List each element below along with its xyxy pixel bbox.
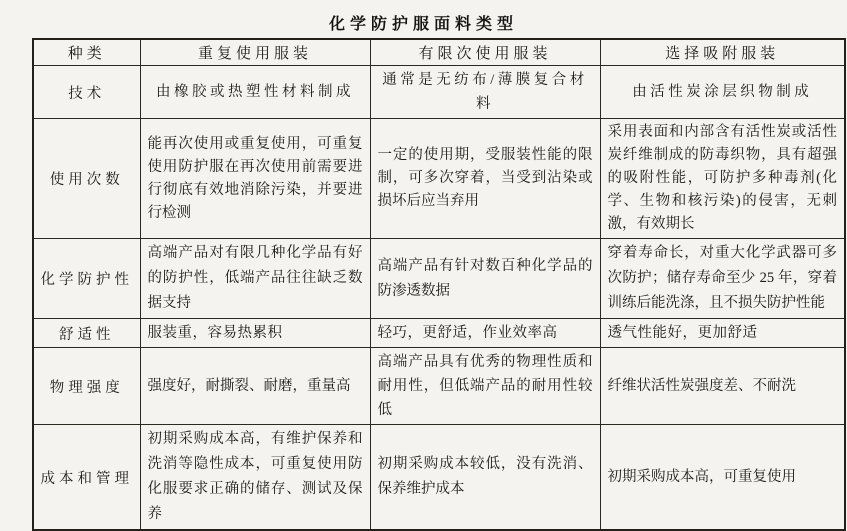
cell-cost-reusable: 初期采购成本高，有维护保养和洗消等隐性成本，可重复使用防化服要求正确的储存、测试及保养 (140, 425, 370, 531)
table-header-row (33, 39, 845, 66)
table-row-chemical-protection (33, 239, 845, 319)
cell-chemical-adsorption: 穿着寿命长，对重大化学武器可多次防护；储存寿命至少 25 年，穿着训练后能洗涤，且不损失防护性能 (600, 239, 845, 319)
cell-comfort-limited: 轻巧，更舒适，作业效率高 (370, 319, 600, 348)
row-label-technology: 技术 (33, 66, 140, 119)
cell-comfort-reusable: 服装重，容易热累积 (140, 319, 370, 348)
page-title: 化学防护服面料类型 (328, 16, 518, 33)
header-selective-adsorption-clothing: 选择吸附服装 (600, 39, 845, 66)
table-row-usage-count (33, 119, 845, 239)
table-row-cost-management (33, 425, 845, 531)
header-reusable-clothing: 重复使用服装 (140, 39, 370, 66)
cell-physical-reusable: 强度好，耐撕裂、耐磨，重量高 (140, 348, 370, 425)
cell-technology-limited: 通常是无纺布/薄膜复合材料 (370, 66, 600, 119)
table-row-comfort (33, 319, 845, 348)
row-label-chemical-protection: 化学防护性 (33, 239, 140, 319)
row-label-cost-management: 成本和管理 (33, 425, 140, 531)
header-category: 种类 (33, 39, 140, 66)
cell-physical-adsorption: 纤维状活性炭强度差、不耐洗 (600, 348, 845, 425)
row-label-comfort: 舒适性 (33, 319, 140, 348)
cell-technology-adsorption: 由活性炭涂层织物制成 (600, 66, 845, 119)
table-row-physical-strength (33, 348, 845, 425)
cell-comfort-adsorption: 透气性能好，更加舒适 (600, 319, 845, 348)
cell-usage-reusable: 能再次使用或重复使用，可重复使用防护服在再次使用前需要进行彻底有效地消除污染，并要进行检测 (140, 119, 370, 239)
cell-chemical-limited: 高端产品有针对数百种化学品的防渗透数据 (370, 239, 600, 319)
row-label-usage-count: 使用次数 (33, 119, 140, 239)
fabric-types-table (32, 38, 846, 531)
cell-cost-limited: 初期采购成本较低，没有洗消、保养维护成本 (370, 425, 600, 531)
cell-usage-adsorption: 采用表面和内部含有活性炭或活性炭纤维制成的防毒织物，具有超强的吸附性能，可防护多种毒剂(化学、生物和核污染)的侵害，无刺激，有效期长 (600, 119, 845, 239)
table-row-technology (33, 66, 845, 119)
cell-physical-limited: 高端产品具有优秀的物理性质和耐用性，但低端产品的耐用性较低 (370, 348, 600, 425)
row-label-physical-strength: 物理强度 (33, 348, 140, 425)
cell-technology-reusable: 由橡胶或热塑性材料制成 (140, 66, 370, 119)
cell-chemical-reusable: 高端产品对有限几种化学品有好的防护性，低端产品往往缺乏数据支持 (140, 239, 370, 319)
header-limited-use-clothing: 有限次使用服装 (370, 39, 600, 66)
cell-usage-limited: 一定的使用期，受服装性能的限制，可多次穿着，当受到沾染或损坏后应当弃用 (370, 119, 600, 239)
cell-cost-adsorption: 初期采购成本高，可重复使用 (600, 425, 845, 531)
